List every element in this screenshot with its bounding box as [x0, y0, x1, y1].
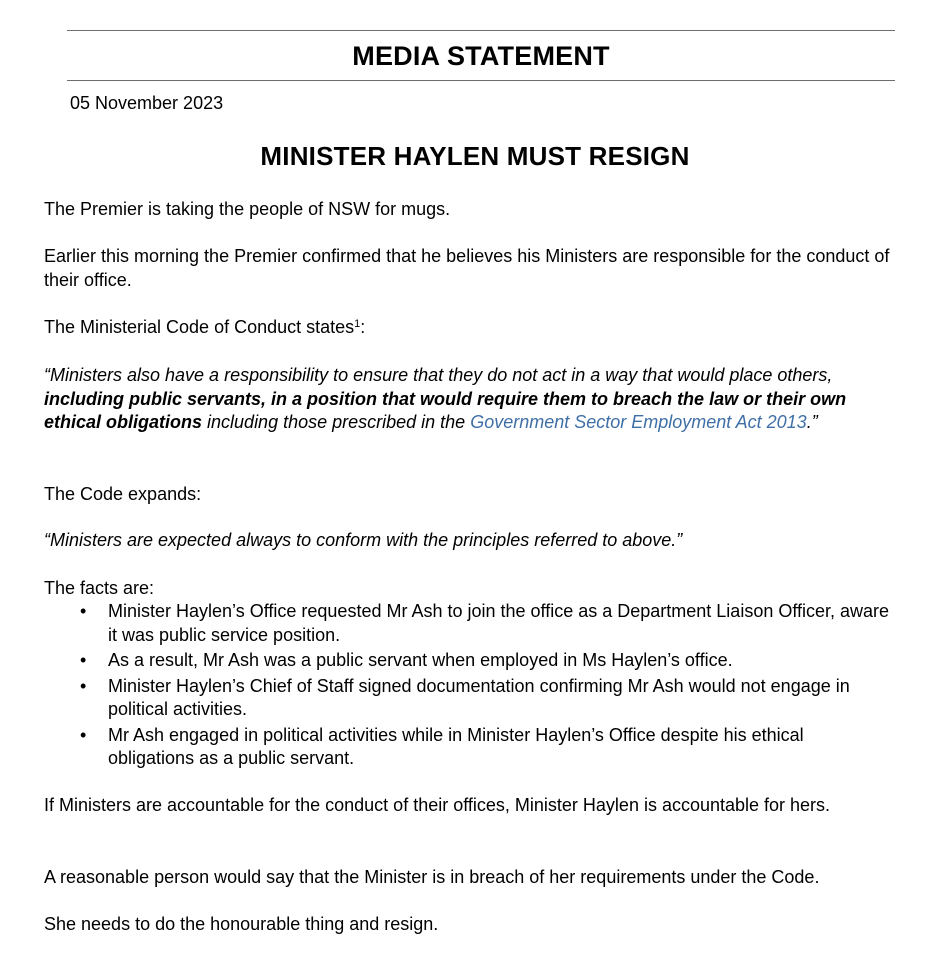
bullet-icon: • [80, 650, 87, 670]
fact-text: As a result, Mr Ash was a public servant when employed in Ms Haylen’s office. [108, 650, 733, 670]
paragraph-reasonable-person: A reasonable person would say that the Minister is in breach of her requirements under the Code. [44, 867, 820, 887]
fact-text: Minister Haylen’s Chief of Staff signed documentation confirming Mr Ash would not engage in political activities. [108, 675, 850, 719]
list-item [44, 649, 894, 673]
quote1-part1: “Ministers also have a responsibility to ensure that they do not act in a way that would place others, [44, 365, 833, 385]
paragraph-accountable: If Ministers are accountable for the conduct of their offices, Minister Haylen is accountable for hers. [44, 795, 831, 815]
code-states-colon: : [360, 317, 366, 337]
list-item [44, 675, 894, 722]
paragraph-premier-confirmed: Earlier this morning the Premier confirmed that he believes his Ministers are responsible for the conduct of their office. [44, 246, 890, 290]
fact-text: Mr Ash engaged in political activities while in Minister Haylen’s Office despite his ethical obligations as a public servant. [108, 724, 804, 768]
quote1-part2: including those prescribed in the [202, 412, 471, 432]
paragraph-premier-mugs: The Premier is taking the people of NSW for mugs. [44, 199, 451, 219]
bullet-icon: • [80, 675, 87, 696]
document-type-title: MEDIA STATEMENT [352, 41, 610, 71]
headline: MINISTER HAYLEN MUST RESIGN [260, 141, 690, 171]
quote1-bold: including public servants, in a position that would require them to breach the law or their own ethical obligations [44, 388, 847, 432]
quote1-end: .” [806, 412, 818, 432]
code-quote-1 [44, 364, 894, 435]
paragraph-code-expands: The Code expands: [44, 484, 202, 504]
fact-text: Minister Haylen’s Office requested Mr Ash to join the office as a Department Liaison Officer, aware it was public service position. [108, 601, 890, 645]
paragraph-resign: She needs to do the honourable thing and resign. [44, 914, 439, 934]
footnote-marker: 1 [354, 318, 361, 330]
header-top-rule [67, 30, 895, 31]
list-item [44, 724, 894, 771]
code-quote-2: “Ministers are expected always to conform with the principles referred to above.” [44, 530, 683, 550]
code-states-text: The Ministerial Code of Conduct states [44, 317, 355, 337]
list-item [44, 600, 894, 647]
bullet-icon: • [80, 724, 87, 745]
gse-act-link[interactable]: Government Sector Employment Act 2013 [470, 412, 807, 432]
bullet-icon: • [80, 601, 87, 621]
statement-date: 05 November 2023 [70, 93, 224, 113]
paragraph-facts-intro: The facts are: [44, 578, 155, 598]
paragraph-code-states [44, 316, 894, 340]
header-bottom-rule [67, 80, 895, 81]
facts-list [44, 600, 894, 773]
